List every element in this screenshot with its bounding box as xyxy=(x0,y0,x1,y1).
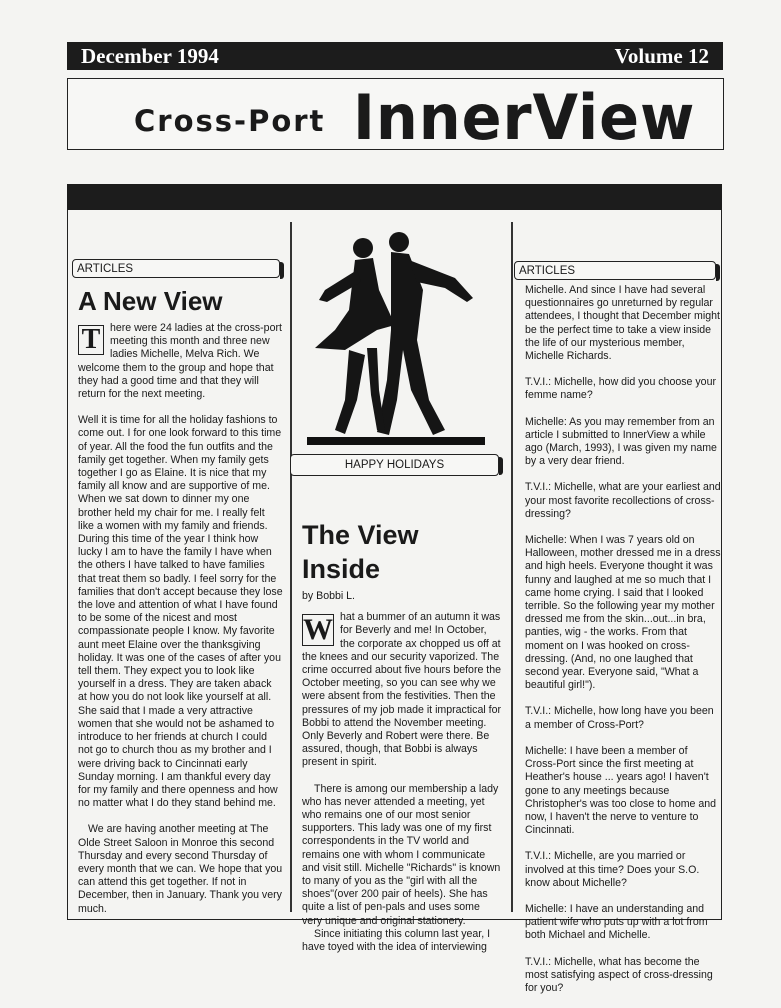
right-paragraph-8: T.V.I.: Michelle, are you married or involved at this time? Does your S.O. know about Michelle? xyxy=(525,850,700,889)
dancing-couple-illustration xyxy=(305,230,490,445)
issue-volume: Volume 12 xyxy=(614,44,709,68)
right-paragraph-4: T.V.I.: Michelle, what are your earliest and your most favorite recollections of cross-dressing? xyxy=(525,481,721,520)
headline-a-new-view: A New View xyxy=(78,286,223,316)
center-column xyxy=(302,518,502,967)
right-paragraph-3: Michelle: As you may remember from an article I submitted to InnerView a while ago (March, 1993), I was given my name by a very dear friend. xyxy=(525,415,717,468)
column-divider-right xyxy=(511,222,513,912)
section-band xyxy=(67,184,722,210)
left-paragraph-1-text: here were 24 ladies at the cross-port meeting this month and three new ladies Michelle, Melva Rich. We welcome them to the group and hope that they had a good time and that they will return for the next meeting. xyxy=(78,322,282,401)
masthead xyxy=(67,78,724,154)
right-paragraph-7: Michelle: I have been a member of Cross-Port since the first meeting at Heather's house ... years ago! I haven't gone to any meetings because Christopher's was too close to home and now, I haven't the nerve to venture to Cincinnati. xyxy=(525,744,717,837)
masthead-title: InnerView xyxy=(353,81,696,154)
drop-cap-w: W xyxy=(303,613,333,647)
right-paragraph-2: T.V.I.: Michelle, how did you choose your femme name? xyxy=(525,376,716,402)
section-tag-label: ARTICLES xyxy=(519,265,576,277)
drop-cap-t: T xyxy=(78,325,104,355)
center-paragraph-1-text: hat a bummer of an autumn it was for Beverly and me! In October, the corporate ax chopped us off at the knees and our security vaporized. The crime occurred about five hours before the October meeting, so you can see why we were absent from the festivities. Then the pressures of my job made it impractical for Bobbi to attend the November meeting. Only Beverly and Robert were there. Be assured, though, that Bobbi is always present in spirit. xyxy=(302,611,502,769)
byline: by Bobbi L. xyxy=(302,590,356,602)
column-divider-left xyxy=(290,222,292,912)
right-paragraph-5: Michelle: When I was 7 years old on Halloween, mother dressed me in a dress and high heels. Everyone thought it was funny and laughed at me so much that I came home crying. I said that I looked terrible. So the following year my mother dressed me from the skin...out...in bra, panties, wig - the works. From that moment on I was hooked on cross-dressing. (And, no one laughed that second year. Everyone said, "What a beautiful girl!"). xyxy=(525,534,721,692)
happy-holidays-caption: HAPPY HOLIDAYS xyxy=(290,454,499,476)
center-paragraph-3: Since initiating this column last year, I have toyed with the idea of interviewing xyxy=(302,927,491,954)
section-tag-articles-right xyxy=(514,261,716,280)
issue-date: December 1994 xyxy=(81,44,219,68)
left-column xyxy=(78,286,283,929)
center-paragraph-2: There is among our membership a lady who has never attended a meeting, yet who remains one of our most senior supporters. This lady was one of my first correspondents in the TV world and remains one with whom I communicate and visit still. Michelle "Richards" is known to many of you as the "girl with all the shoes"(over 200 pair of heels). She has quite a list of pen-pals and uses some very unique and original stationery. xyxy=(302,782,501,927)
left-paragraph-2: Well it is time for all the holiday fashions to come out. I for one look forward to this time of year. All the food the fun outfits and the family get together. When my family gets together I go as Elaine. It is nice that my family all know and are supportive of me. When we sat down to dinner my one brother held my chair for me. I really felt like a women with my family and friends. During this time of the year I think how lucky I am to have the family I have when the others I have talked to have families that treat them so badly. I feel sorry for the families that don't accept because they lose the love and attention of what I have found to be some of the nicest and most compassionate people I know. My favorite aunt meet Elaine over the thanksgiving holiday. It was one of the cases of after you tell them. They expect you to look like yourself in a dress. They are taken aback at how you do not look like yourself at all. She said that I made a very attractive women that she would not be ashamed to introduce to her friends at church I could not go to church thou as my brother and I were driving back to Cincinnati early Sunday morning. I am thankful every day for my family and there openness and how no matter what I do they stand behind me. xyxy=(78,414,283,810)
section-tag-label: ARTICLES xyxy=(77,263,134,275)
headline-the-view-inside: The View Inside xyxy=(302,520,419,584)
issue-banner xyxy=(67,42,723,70)
center-paragraph-1 xyxy=(302,611,502,769)
section-tag-articles-left xyxy=(72,259,280,278)
left-paragraph-1 xyxy=(78,322,283,401)
right-paragraph-9: Michelle: I have an understanding and patient wife who puts up with a lot from both Michael and Michelle. xyxy=(525,902,708,942)
masthead-brand: Cross-Port xyxy=(134,104,326,138)
left-paragraph-3: We are having another meeting at The Olde Street Saloon in Monroe this second Thursday and every second Thursday of every month that we can. We hope that you can attend this get together. If not in December, then in January. Thank you very much. xyxy=(78,823,283,915)
right-paragraph-6: T.V.I.: Michelle, how long have you been a member of Cross-Port? xyxy=(525,705,714,731)
right-column xyxy=(525,284,721,1008)
illustration-pedestal xyxy=(307,437,485,445)
right-paragraph-10: T.V.I.: Michelle, what has become the most satisfying aspect of cross-dressing for you? xyxy=(525,955,713,994)
right-paragraph-1: Michelle. And since I have had several questionnaires go unreturned by regular attendees, I thought that December might be the perfect time to take a view inside the life of our mysterious member, Michelle Richards. xyxy=(525,284,720,363)
